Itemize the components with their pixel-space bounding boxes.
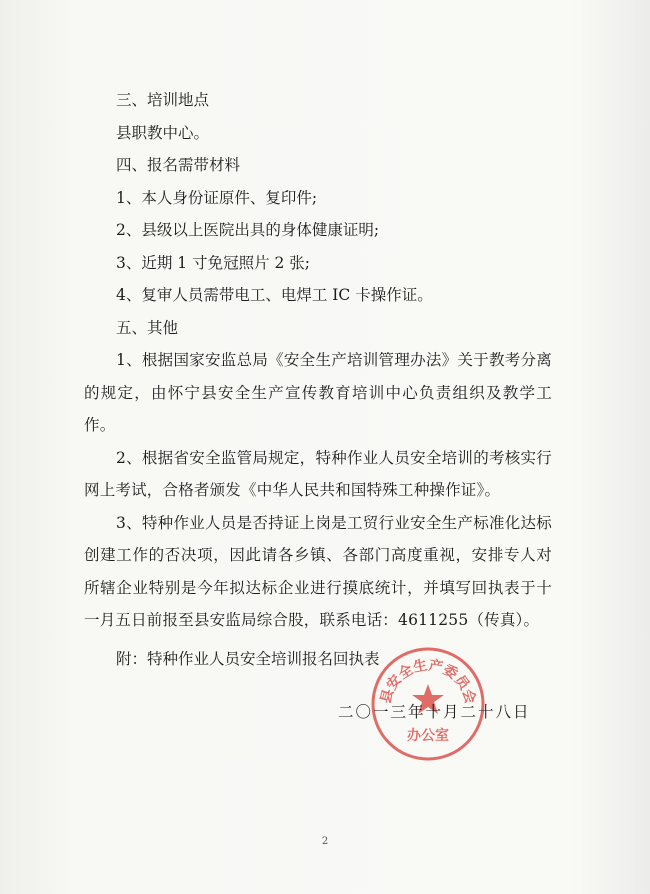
materials-item: 3、近期 1 寸免冠照片 2 张; [116,253,311,272]
document-body [84,84,552,675]
section-materials [84,149,552,312]
other-paragraph: 2、根据省安全监管局规定，特种作业人员安全培训的考核实行网上考试，合格者颁发《中华人民共和国特殊工种操作证》。 [84,448,552,499]
materials-item: 1、本人身份证原件、复印件; [116,188,318,207]
page-number: 2 [321,836,329,847]
seal-subtext: 办公室 [407,728,449,744]
materials-item: 4、复审人员需带电工、电焊工 IC 卡操作证。 [116,286,433,304]
section-other [84,312,552,637]
section-heading: 五、其他 [116,318,179,337]
training-location-text: 县职教中心。 [116,123,210,142]
section-heading: 四、报名需带材料 [116,156,241,174]
attachment-note: 附：特种作业人员安全培训报名回执表 [116,649,380,668]
seal-arc-text: 县安全生产委员会 [377,657,479,706]
section-heading: 三、培训地点 [116,91,210,109]
other-paragraph: 3、特种作业人员是否持证上岗是工贸行业安全生产标准化达标创建工作的否决项，因此请各乡镇、各部门高度重视，安排专人对所辖企业特别是今年拟达标企业进行摸底统计，并填写回执表于十一月五日前报至县安监局综合股，联系电话：4611255（传真）。 [84,513,552,629]
other-paragraph: 1、根据国家安监总局《安全生产培训管理办法》关于教考分离的规定，由怀宁县安全生产宣传教育培训中心负责组织及教学工作。 [84,351,552,434]
document-date: 二〇一三年十月二十八日 [338,703,531,721]
section-training-location [84,84,552,149]
materials-item: 2、县级以上医院出具的身体健康证明; [116,221,380,239]
